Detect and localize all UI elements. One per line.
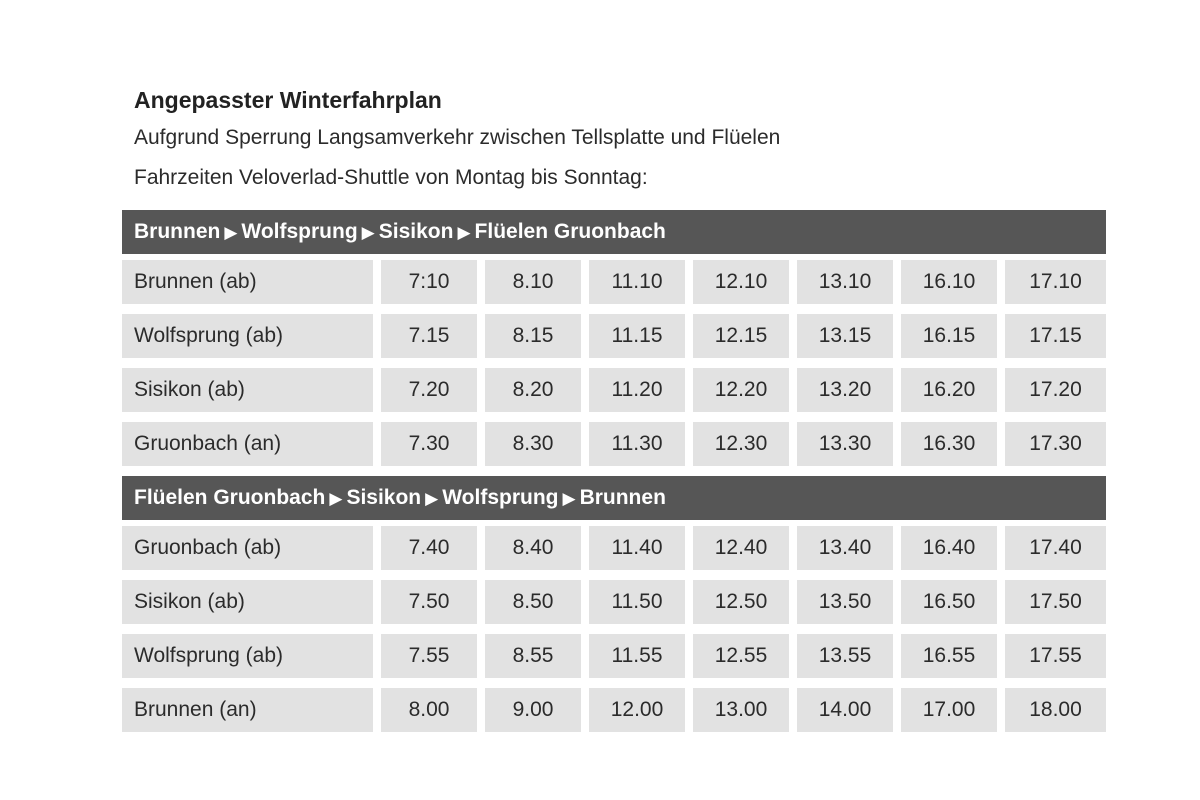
page-title: Angepasster Winterfahrplan bbox=[134, 87, 442, 113]
arrow-right-icon: ▶ bbox=[425, 489, 439, 508]
arrival-time: 14.00 bbox=[797, 688, 893, 732]
departure-time: 13.10 bbox=[797, 260, 893, 304]
departure-time: 12.20 bbox=[693, 368, 789, 412]
arrival-time: 17.30 bbox=[1005, 422, 1106, 466]
arrival-time: 8.30 bbox=[485, 422, 581, 466]
departure-time: 7.55 bbox=[381, 634, 477, 678]
departure-time: 17.40 bbox=[1005, 526, 1106, 570]
departure-time: 7.15 bbox=[381, 314, 477, 358]
route-stop: Brunnen bbox=[579, 486, 666, 509]
route-stop: Flüelen Gruonbach bbox=[134, 486, 326, 509]
section-header-northbound bbox=[122, 210, 1106, 254]
departure-time: 7.20 bbox=[381, 368, 477, 412]
departure-time: 12.55 bbox=[693, 634, 789, 678]
arrival-time: 16.30 bbox=[901, 422, 997, 466]
arrival-time: 8.00 bbox=[381, 688, 477, 732]
table-row bbox=[122, 688, 1106, 732]
arrow-right-icon: ▶ bbox=[457, 223, 471, 242]
departure-time: 8.20 bbox=[485, 368, 581, 412]
arrival-time: 12.30 bbox=[693, 422, 789, 466]
route-stop: Brunnen bbox=[134, 220, 221, 243]
arrow-right-icon: ▶ bbox=[562, 489, 576, 508]
route-stop: Sisikon bbox=[346, 486, 422, 509]
arrival-time: 13.30 bbox=[797, 422, 893, 466]
timetable-document bbox=[122, 82, 1106, 732]
timetable bbox=[122, 210, 1106, 732]
departure-time: 8.40 bbox=[485, 526, 581, 570]
departure-time: 12.15 bbox=[693, 314, 789, 358]
departure-time: 13.20 bbox=[797, 368, 893, 412]
departure-time: 16.55 bbox=[901, 634, 997, 678]
departure-time: 17.15 bbox=[1005, 314, 1106, 358]
stop-name: Wolfsprung (ab) bbox=[122, 314, 373, 358]
arrival-time: 17.00 bbox=[901, 688, 997, 732]
route-stop: Flüelen Gruonbach bbox=[474, 220, 666, 243]
arrival-time: 9.00 bbox=[485, 688, 581, 732]
departure-time: 16.50 bbox=[901, 580, 997, 624]
table-row bbox=[122, 634, 1106, 678]
stop-name: Brunnen (an) bbox=[122, 688, 373, 732]
departure-time: 16.20 bbox=[901, 368, 997, 412]
stop-name: Sisikon (ab) bbox=[122, 368, 373, 412]
arrow-right-icon: ▶ bbox=[361, 223, 375, 242]
departure-time: 16.40 bbox=[901, 526, 997, 570]
route-stop: Wolfsprung bbox=[241, 220, 358, 243]
departure-time: 7:10 bbox=[381, 260, 477, 304]
route-stop: Sisikon bbox=[378, 220, 454, 243]
departure-time: 13.40 bbox=[797, 526, 893, 570]
departure-time: 13.15 bbox=[797, 314, 893, 358]
stop-name: Wolfsprung (ab) bbox=[122, 634, 373, 678]
departure-time: 7.50 bbox=[381, 580, 477, 624]
subtitle-schedule-note: Fahrzeiten Veloverlad-Shuttle von Montag bis Sonntag: bbox=[134, 166, 648, 189]
table-row bbox=[122, 422, 1106, 466]
departure-time: 17.55 bbox=[1005, 634, 1106, 678]
departure-time: 8.10 bbox=[485, 260, 581, 304]
departure-time: 11.40 bbox=[589, 526, 685, 570]
arrival-time: 18.00 bbox=[1005, 688, 1106, 732]
departure-time: 17.10 bbox=[1005, 260, 1106, 304]
departure-time: 8.55 bbox=[485, 634, 581, 678]
arrival-time: 13.00 bbox=[693, 688, 789, 732]
departure-time: 11.55 bbox=[589, 634, 685, 678]
departure-time: 16.15 bbox=[901, 314, 997, 358]
departure-time: 17.20 bbox=[1005, 368, 1106, 412]
departure-time: 17.50 bbox=[1005, 580, 1106, 624]
stop-name: Sisikon (ab) bbox=[122, 580, 373, 624]
departure-time: 12.10 bbox=[693, 260, 789, 304]
departure-time: 11.15 bbox=[589, 314, 685, 358]
departure-time: 12.50 bbox=[693, 580, 789, 624]
departure-time: 11.10 bbox=[589, 260, 685, 304]
section-header-southbound bbox=[122, 476, 1106, 520]
departure-time: 13.50 bbox=[797, 580, 893, 624]
arrow-right-icon: ▶ bbox=[224, 223, 238, 242]
departure-time: 7.40 bbox=[381, 526, 477, 570]
departure-time: 8.15 bbox=[485, 314, 581, 358]
route-stop: Wolfsprung bbox=[442, 486, 559, 509]
table-row bbox=[122, 314, 1106, 358]
departure-time: 8.50 bbox=[485, 580, 581, 624]
departure-time: 11.50 bbox=[589, 580, 685, 624]
stop-name: Brunnen (ab) bbox=[122, 260, 373, 304]
arrival-time: 12.00 bbox=[589, 688, 685, 732]
arrival-time: 7.30 bbox=[381, 422, 477, 466]
table-row bbox=[122, 368, 1106, 412]
stop-name: Gruonbach (an) bbox=[122, 422, 373, 466]
arrival-time: 11.30 bbox=[589, 422, 685, 466]
departure-time: 13.55 bbox=[797, 634, 893, 678]
table-row bbox=[122, 526, 1106, 570]
departure-time: 11.20 bbox=[589, 368, 685, 412]
arrow-right-icon: ▶ bbox=[329, 489, 343, 508]
subtitle-closure-notice: Aufgrund Sperrung Langsamverkehr zwischen Tellsplatte und Flüelen bbox=[134, 126, 781, 149]
departure-time: 16.10 bbox=[901, 260, 997, 304]
departure-time: 12.40 bbox=[693, 526, 789, 570]
table-row bbox=[122, 260, 1106, 304]
table-row bbox=[122, 580, 1106, 624]
stop-name: Gruonbach (ab) bbox=[122, 526, 373, 570]
